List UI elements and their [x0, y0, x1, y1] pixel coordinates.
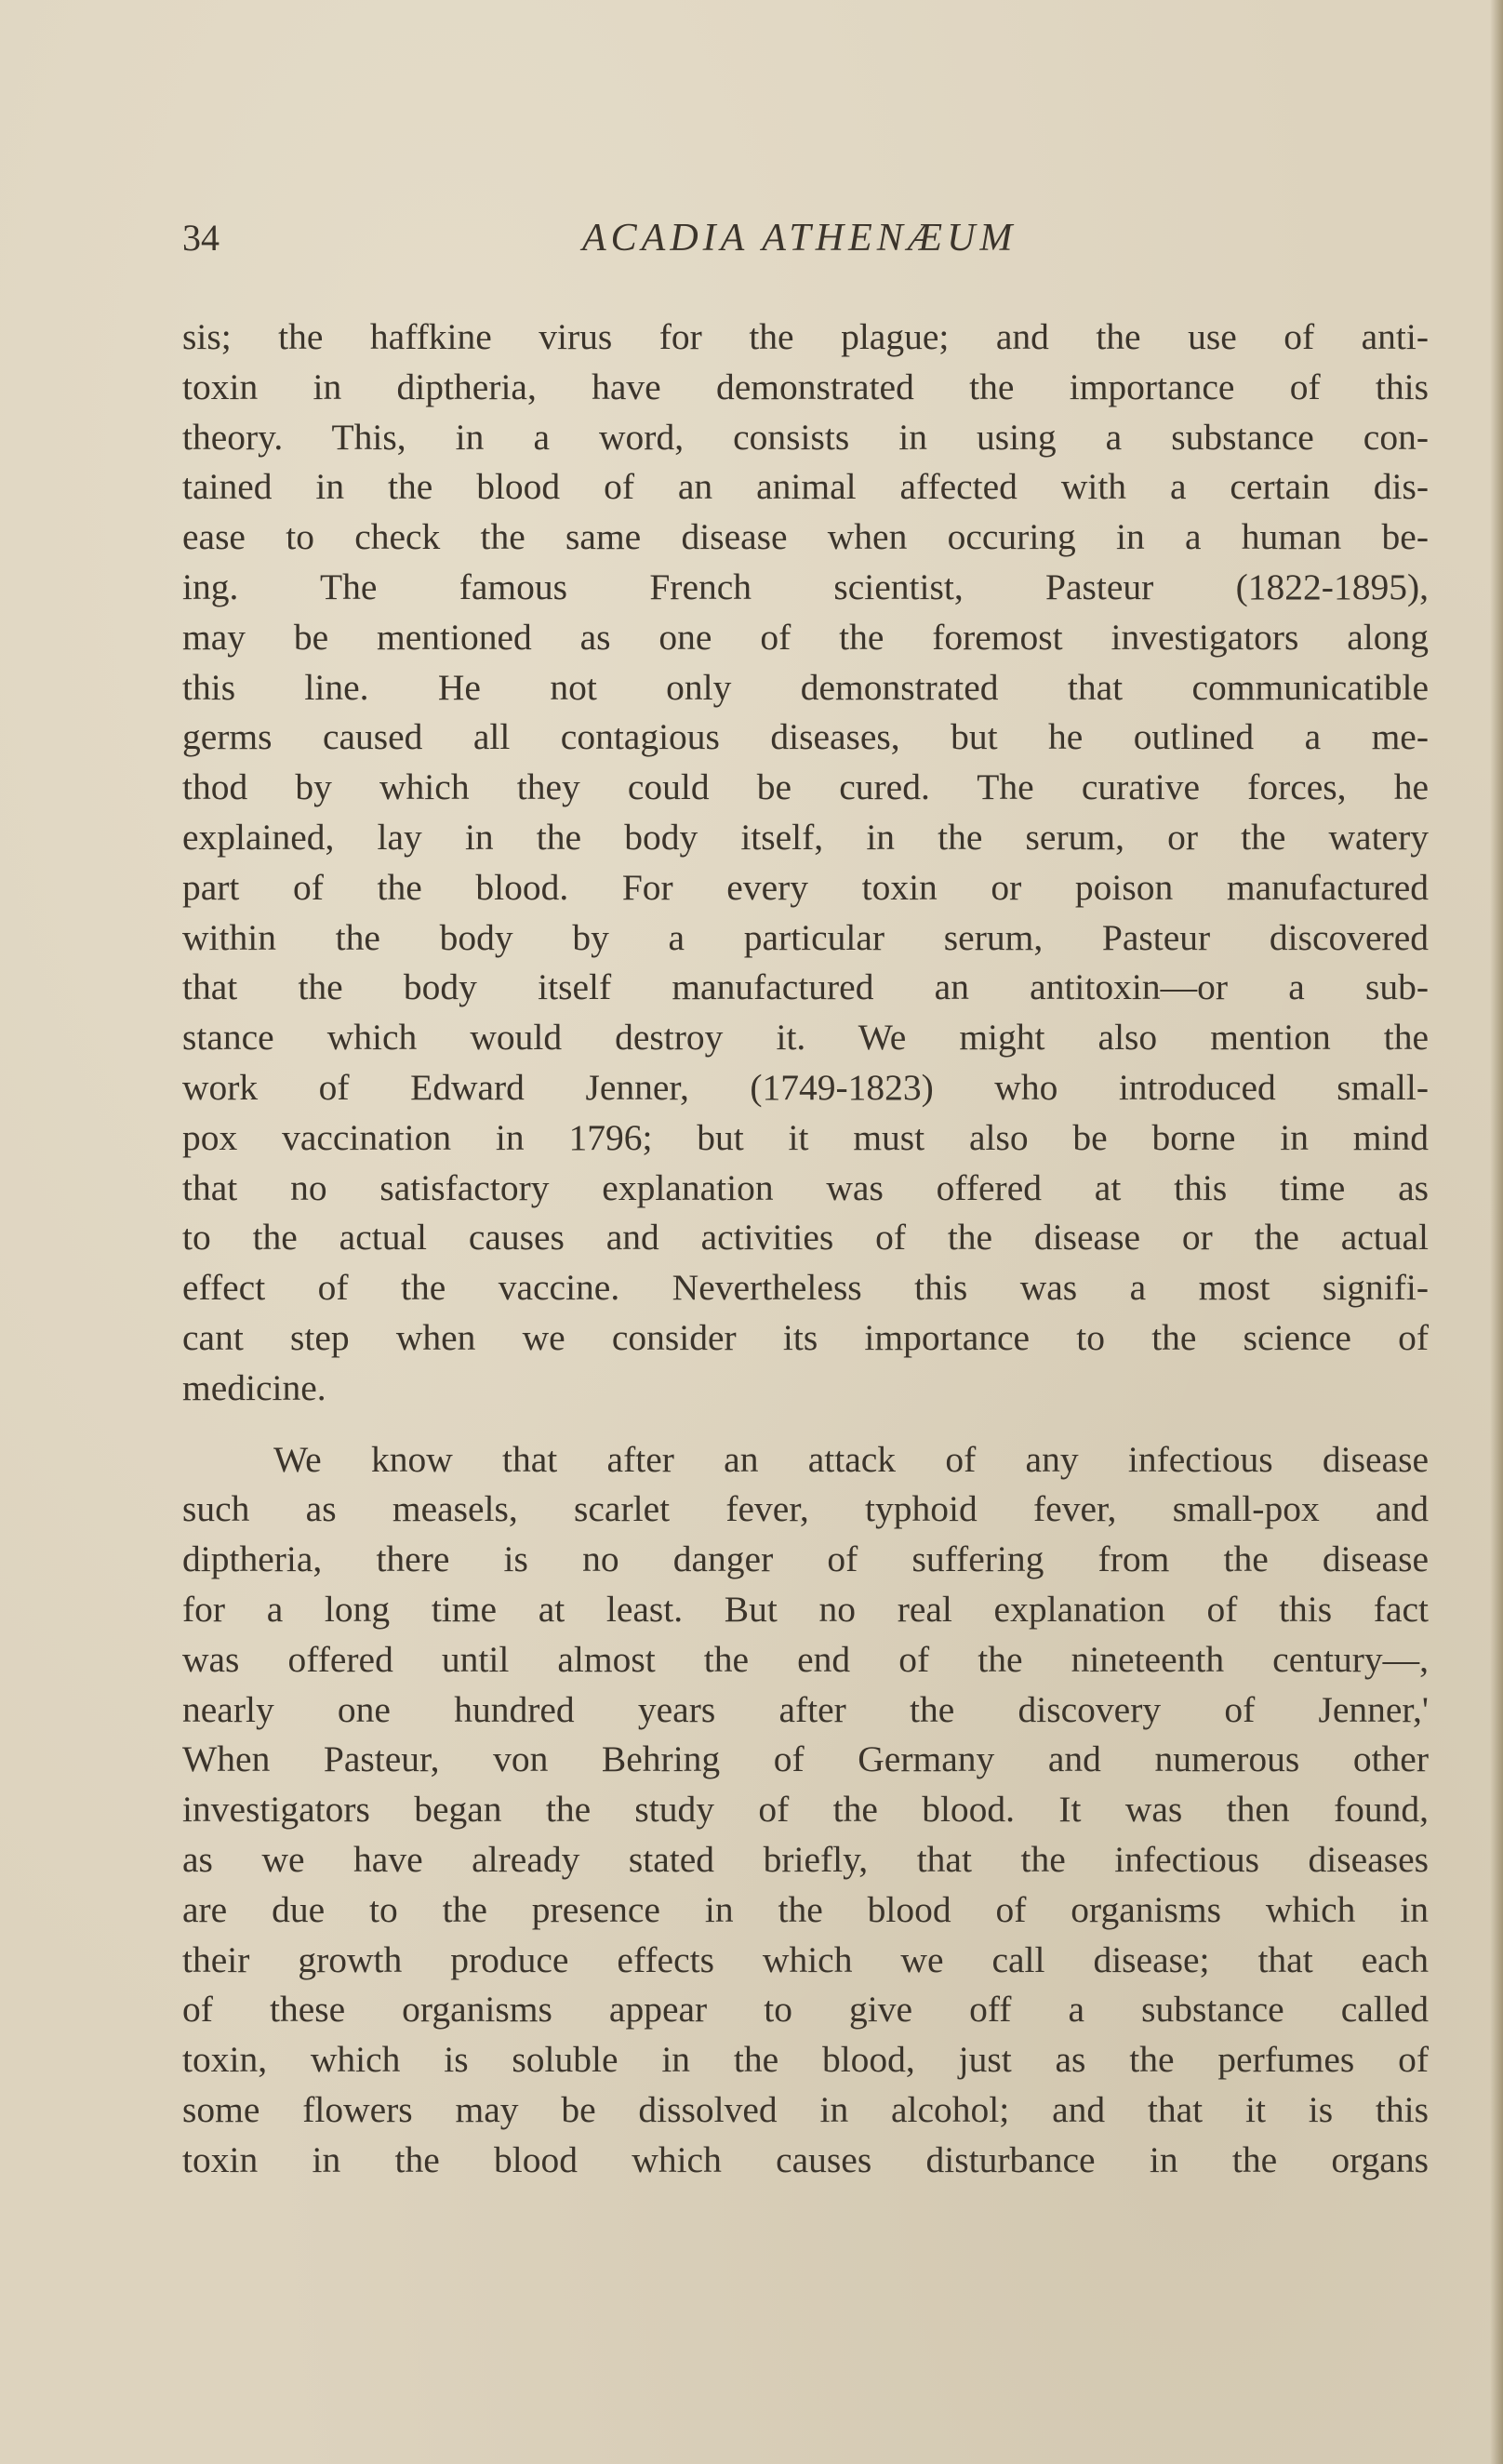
body-text	[182, 313, 1429, 2185]
text-line: are due to the presence in the blood of organisms which in	[182, 1888, 1429, 1930]
text-line: for a long time at least. But no real explanation of this fact	[182, 1588, 1429, 1630]
text-line: effect of the vaccine. Nevertheless this was a most signifi-	[182, 1267, 1429, 1309]
text-line: nearly one hundred years after the discovery of Jenner,'	[182, 1688, 1429, 1730]
text-line: theory. This, in a word, consists in using a substance con-	[182, 416, 1429, 458]
text-line: some flowers may be dissolved in alcohol; and that it is this	[182, 2088, 1429, 2130]
text-line: of these organisms appear to give off a substance called	[182, 1989, 1429, 2031]
text-line: thod by which they could be cured. The curative forces, he	[182, 766, 1429, 808]
text-line: investigators began the study of the blood. It was then found,	[182, 1789, 1429, 1831]
text-line: stance which would destroy it. We might also mention the	[182, 1017, 1429, 1059]
text-line: that no satisfactory explanation was offered at this time as	[182, 1166, 1429, 1208]
text-line: toxin in diptheria, have demonstrated the importance of this	[182, 366, 1429, 407]
text-line: ease to check the same disease when occuring in a human be-	[182, 516, 1429, 558]
text-line: this line. He not only demonstrated that communicatible	[182, 666, 1429, 708]
text-line: diptheria, there is no danger of suffering from the disease	[182, 1538, 1429, 1580]
text-line: within the body by a particular serum, Pasteur discovered	[182, 916, 1429, 958]
text-line: toxin in the blood which causes disturbance in the organs	[182, 2138, 1429, 2180]
text-line: toxin, which is soluble in the blood, just as the perfumes of	[182, 2039, 1429, 2081]
text-line: ing. The famous French scientist, Pasteur (1822-1895),	[182, 566, 1429, 607]
text-line: as we have already stated briefly, that the infectious diseases	[182, 1838, 1429, 1880]
text-line: cant step when we consider its importance to the science of	[182, 1316, 1429, 1358]
running-title: ACADIA ATHENÆUM	[582, 217, 1018, 260]
text-line: explained, lay in the body itself, in the serum, or the watery	[182, 816, 1429, 858]
text-line: such as measels, scarlet fever, typhoid fever, small-pox and	[182, 1488, 1429, 1530]
page-number: 34	[182, 217, 219, 259]
text-line: pox vaccination in 1796; but it must also be borne in mind	[182, 1116, 1429, 1158]
text-line: that the body itself manufactured an antitoxin—or a sub-	[182, 966, 1429, 1008]
text-line-content: We know that after an attack of any infectious disease	[273, 1438, 1429, 1480]
text-line: their growth produce effects which we call disease; that each	[182, 1938, 1429, 1980]
text-line: to the actual causes and activities of the disease or the actual	[182, 1217, 1429, 1259]
text-line: medicine.	[182, 1366, 326, 1408]
text-line: may be mentioned as one of the foremost investigators along	[182, 616, 1429, 658]
text-line: germs caused all contagious diseases, but he outlined a me-	[182, 716, 1429, 758]
text-line	[182, 1435, 1429, 1485]
page-header	[182, 216, 1429, 272]
text-line: work of Edward Jenner, (1749-1823) who introduced small-	[182, 1066, 1429, 1108]
page-edge-shadow	[1490, 0, 1503, 2464]
text-line: When Pasteur, von Behring of Germany and numerous other	[182, 1738, 1429, 1780]
text-line: was offered until almost the end of the nineteenth century—,	[182, 1638, 1429, 1680]
text-line: part of the blood. For every toxin or poison manufactured	[182, 866, 1429, 908]
text-line: tained in the blood of an animal affected with a certain dis-	[182, 466, 1429, 508]
text-line: sis; the haffkine virus for the plague; and the use of anti-	[182, 316, 1429, 357]
